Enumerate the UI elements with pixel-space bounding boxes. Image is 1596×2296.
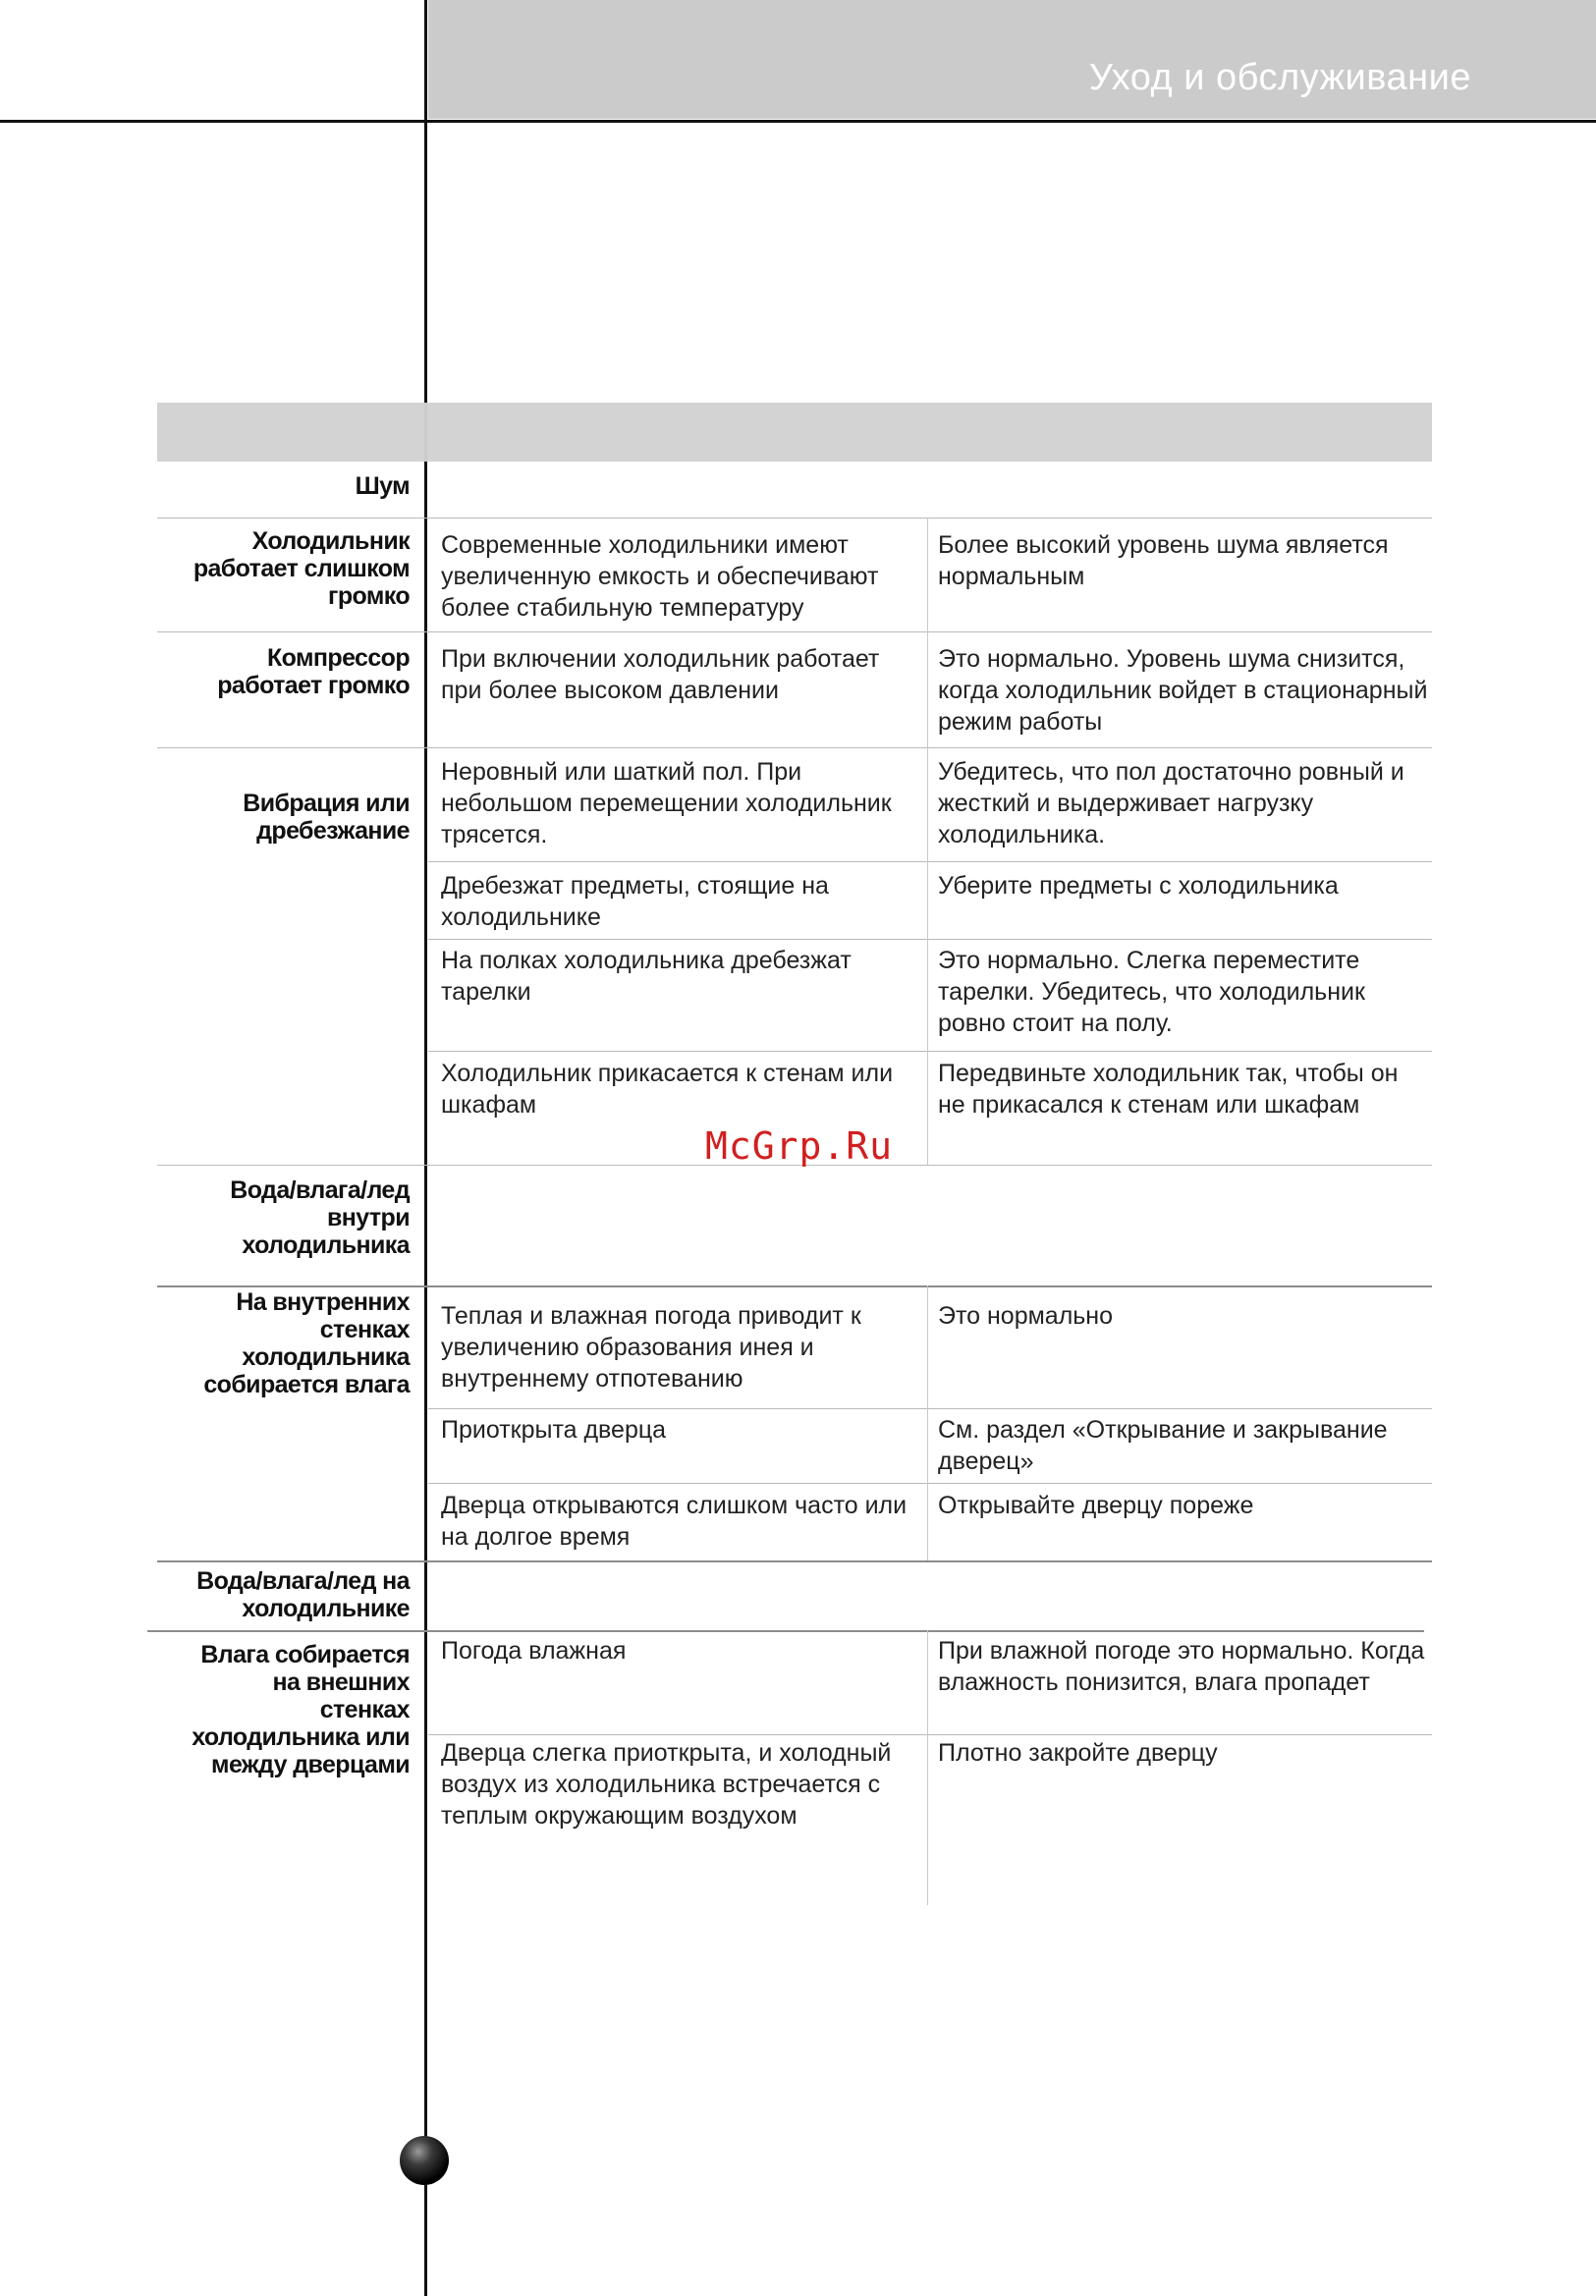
page-bullet-icon [400, 2136, 449, 2185]
problem-label: Компрессор работает громко [217, 644, 410, 699]
section-title-noise: Шум [355, 472, 410, 500]
cause-cell: Дверца открываются слишком часто или на долгое время [441, 1492, 908, 1551]
row-divider [428, 861, 1432, 862]
table-header-band [157, 403, 1432, 462]
cause-cell: Современные холодильники имеют увеличенную емкость и обеспечивают более стабильную температуру [441, 531, 879, 622]
row-divider [428, 939, 1432, 940]
margin-rule [424, 0, 427, 2296]
row-divider [428, 1734, 1432, 1735]
section-title-inside: Вода/влага/лед внутри холодильника [230, 1176, 410, 1259]
cause-cell: При включении холодильник работает при более высоком давлении [441, 645, 880, 704]
row-divider [428, 1483, 1432, 1484]
row-divider [428, 1051, 1432, 1052]
section-divider [157, 1285, 1432, 1287]
column-divider [927, 518, 928, 1165]
section-divider [147, 1630, 1424, 1632]
watermark-text: McGrp.Ru [705, 1124, 894, 1168]
cause-cell: На полках холодильника дребезжат тарелки [441, 947, 852, 1006]
solution-cell: Более высокий уровень шума является нормальным [938, 531, 1389, 590]
header-bar [428, 0, 1596, 119]
row-divider [157, 518, 1432, 519]
row-divider [157, 631, 1432, 632]
header-divider [0, 120, 1596, 123]
margin-rule-gap [424, 403, 427, 462]
column-divider [927, 1630, 928, 1905]
solution-cell: Это нормально. Уровень шума снизится, когда холодильник войдет в стационарный режим работы [938, 645, 1428, 736]
solution-cell: Передвиньте холодильник так, чтобы он не прикасался к стенам или шкафам [938, 1060, 1399, 1119]
page-title: Уход и обслуживание [1088, 57, 1471, 98]
solution-cell: При влажной погоде это нормально. Когда влажность понизится, влага пропадет [938, 1637, 1425, 1696]
solution-cell: Это нормально [938, 1302, 1114, 1330]
row-divider [428, 1408, 1432, 1409]
cause-cell: Погода влажная [441, 1637, 627, 1665]
column-divider [927, 1285, 928, 1560]
row-divider [157, 747, 1432, 748]
solution-cell: Плотно закройте дверцу [938, 1739, 1218, 1767]
problem-label: Вибрация или дребезжание [243, 790, 410, 845]
problem-label: На внутренних стенках холодильника собирается влага [203, 1288, 410, 1398]
problem-label: Влага собирается на внешних стенках холодильника или между дверцами [192, 1641, 410, 1778]
problem-label: Холодильник работает слишком громко [193, 527, 410, 610]
section-title-outside: Вода/влага/лед на холодильнике [196, 1567, 410, 1622]
solution-cell: Открывайте дверцу пореже [938, 1492, 1254, 1519]
solution-cell: См. раздел «Открывание и закрывание дверец» [938, 1416, 1388, 1475]
solution-cell: Убедитесь, что пол достаточно ровный и жесткий и выдерживает нагрузку холодильника. [938, 758, 1404, 848]
cause-cell: Холодильник прикасается к стенам или шкафам [441, 1060, 894, 1119]
section-divider [157, 1560, 1432, 1562]
cause-cell: Дверца слегка приоткрыта, и холодный воздух из холодильника встречается с теплым окружающим воздухом [441, 1739, 892, 1830]
solution-cell: Это нормально. Слегка переместите тарелки. Убедитесь, что холодильник ровно стоит на полу. [938, 947, 1365, 1037]
cause-cell: Неровный или шаткий пол. При небольшом перемещении холодильник трясется. [441, 758, 892, 848]
cause-cell: Теплая и влажная погода приводит к увеличению образования инея и внутреннему отпотеванию [441, 1302, 861, 1393]
solution-cell: Уберите предметы с холодильника [938, 872, 1339, 900]
cause-cell: Приоткрыта дверца [441, 1416, 667, 1444]
cause-cell: Дребезжат предметы, стоящие на холодильнике [441, 872, 829, 931]
